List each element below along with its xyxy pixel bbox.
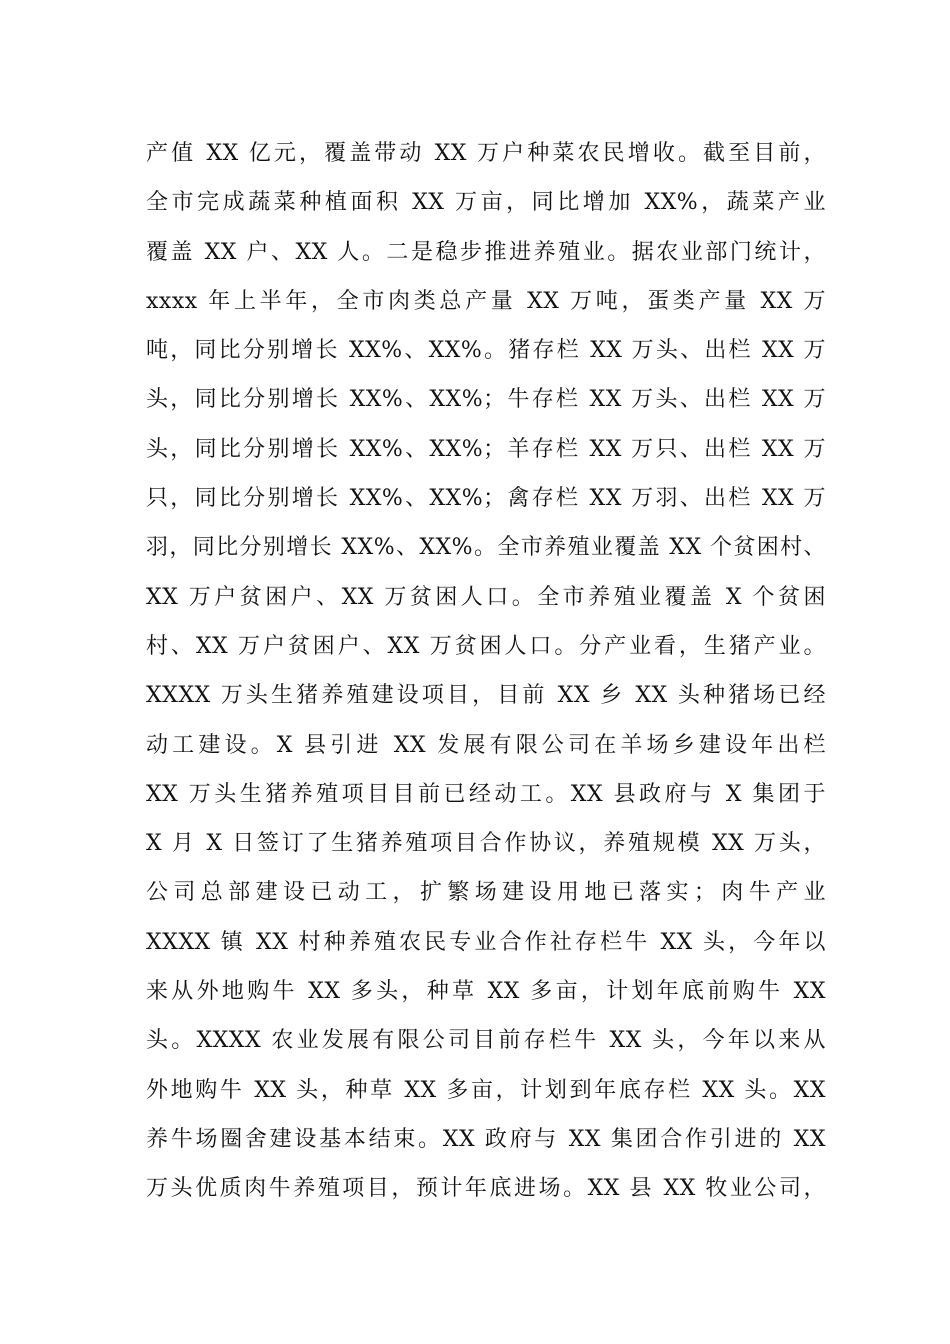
- text-line: 产值 XX 亿元，覆盖带动 XX 万户种菜农民增收。截至目前，: [146, 141, 826, 166]
- text-line: 养牛场圈舍建设基本结束。XX 政府与 XX 集团合作引进的 XX: [146, 1126, 826, 1152]
- text-line: XX 万户贫困户、XX 万贫困人口。全市养殖业覆盖 X 个贫困: [146, 584, 826, 610]
- text-line: xxxx 年上半年，全市肉类总产量 XX 万吨，蛋类产量 XX 万: [146, 288, 826, 314]
- text-line: X 月 X 日签订了生猪养殖项目合作协议，养殖规模 XX 万头，: [146, 831, 826, 857]
- text-line: 吨，同比分别增长 XX%、XX%。猪存栏 XX 万头、出栏 XX 万: [146, 338, 826, 364]
- text-line: XXXX 镇 XX 村种养殖农民专业合作社存栏牛 XX 头，今年以: [146, 929, 826, 955]
- text-line: 只，同比分别增长 XX%、XX%；禽存栏 XX 万羽、出栏 XX 万: [146, 486, 826, 512]
- text-line: 头。XXXX 农业发展有限公司目前存栏牛 XX 头，今年以来从: [146, 1028, 826, 1054]
- text-line: 全市完成蔬菜种植面积 XX 万亩，同比增加 XX%，蔬菜产业: [146, 190, 826, 216]
- text-line: 头，同比分别增长 XX%、XX%；牛存栏 XX 万头、出栏 XX 万: [146, 387, 826, 413]
- text-line: 动工建设。X 县引进 XX 发展有限公司在羊场乡建设年出栏: [146, 732, 826, 758]
- text-line: 万头优质肉牛养殖项目，预计年底进场。XX 县 XX 牧业公司，: [146, 1176, 826, 1202]
- text-line: 羽，同比分别增长 XX%、XX%。全市养殖业覆盖 XX 个贫困村、: [146, 535, 826, 561]
- text-line: 公司总部建设已动工，扩繁场建设用地已落实；肉牛产业: [146, 880, 826, 906]
- text-line: 覆盖 XX 户、XX 人。二是稳步推进养殖业。据农业部门统计，: [146, 239, 826, 265]
- text-line: 来从外地购牛 XX 多头，种草 XX 多亩，计划年底前购牛 XX: [146, 979, 826, 1005]
- text-line: 头，同比分别增长 XX%、XX%；羊存栏 XX 万只、出栏 XX 万: [146, 436, 826, 462]
- text-line: XX 万头生猪养殖项目目前已经动工。XX 县政府与 X 集团于: [146, 781, 826, 807]
- body-paragraph: [146, 129, 826, 1214]
- text-line: 村、XX 万户贫困户、XX 万贫困人口。分产业看，生猪产业。: [146, 633, 826, 659]
- text-line: 外地购牛 XX 头，种草 XX 多亩，计划到年底存栏 XX 头。XX: [146, 1077, 826, 1103]
- text-line: XXXX 万头生猪养殖建设项目，目前 XX 乡 XX 头种猪场已经: [146, 683, 826, 709]
